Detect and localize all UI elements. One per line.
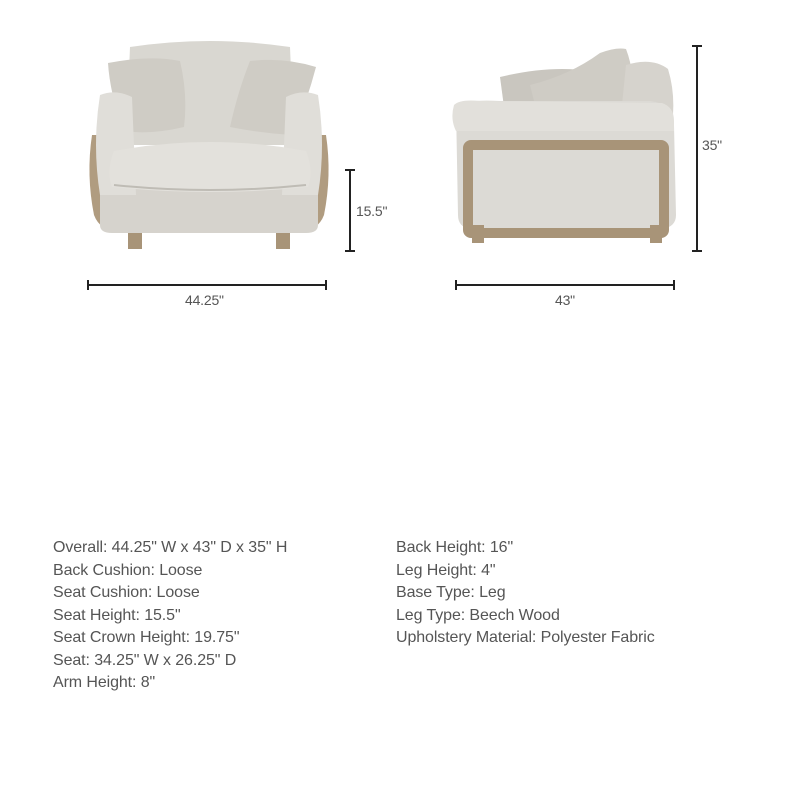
spec-seat: Seat: 34.25" W x 26.25" D	[53, 651, 237, 669]
front-width-label: 44.25"	[185, 292, 224, 308]
chair-front-view	[80, 35, 340, 265]
side-arm-roll	[452, 101, 674, 132]
spec-upholstery: Upholstery Material: Polyester Fabric	[396, 629, 655, 646]
spec-leg-height: Leg Height: 4"	[396, 561, 496, 579]
side-front-leg	[472, 225, 484, 243]
front-width-dimension-line	[85, 278, 330, 292]
side-depth-label: 43"	[555, 292, 575, 308]
spec-back-cushion: Back Cushion: Loose	[53, 561, 203, 579]
spec-leg-type: Leg Type: Beech Wood	[396, 606, 560, 624]
chair-side-view	[440, 35, 680, 250]
spec-back-height: Back Height: 16"	[396, 539, 514, 556]
spec-seat-cushion: Seat Cushion: Loose	[53, 584, 200, 601]
specs-left-column	[53, 537, 287, 695]
seat-height-dimension-line	[343, 168, 357, 254]
front-seat-cushion	[109, 142, 310, 192]
spec-seat-crown-height: Seat Crown Height: 19.75"	[53, 629, 240, 646]
spec-overall: Overall: 44.25" W x 43" D x 35" H	[53, 539, 288, 556]
spec-seat-height: Seat Height: 15.5"	[53, 606, 181, 624]
seat-height-label: 15.5"	[356, 203, 388, 219]
spec-base-type: Base Type: Leg	[396, 584, 506, 601]
side-rear-leg	[650, 225, 662, 243]
side-depth-dimension-line	[453, 278, 678, 292]
spec-arm-height: Arm Height: 8"	[53, 674, 156, 691]
overall-height-label: 35"	[702, 137, 722, 153]
specs-right-column	[396, 537, 655, 650]
